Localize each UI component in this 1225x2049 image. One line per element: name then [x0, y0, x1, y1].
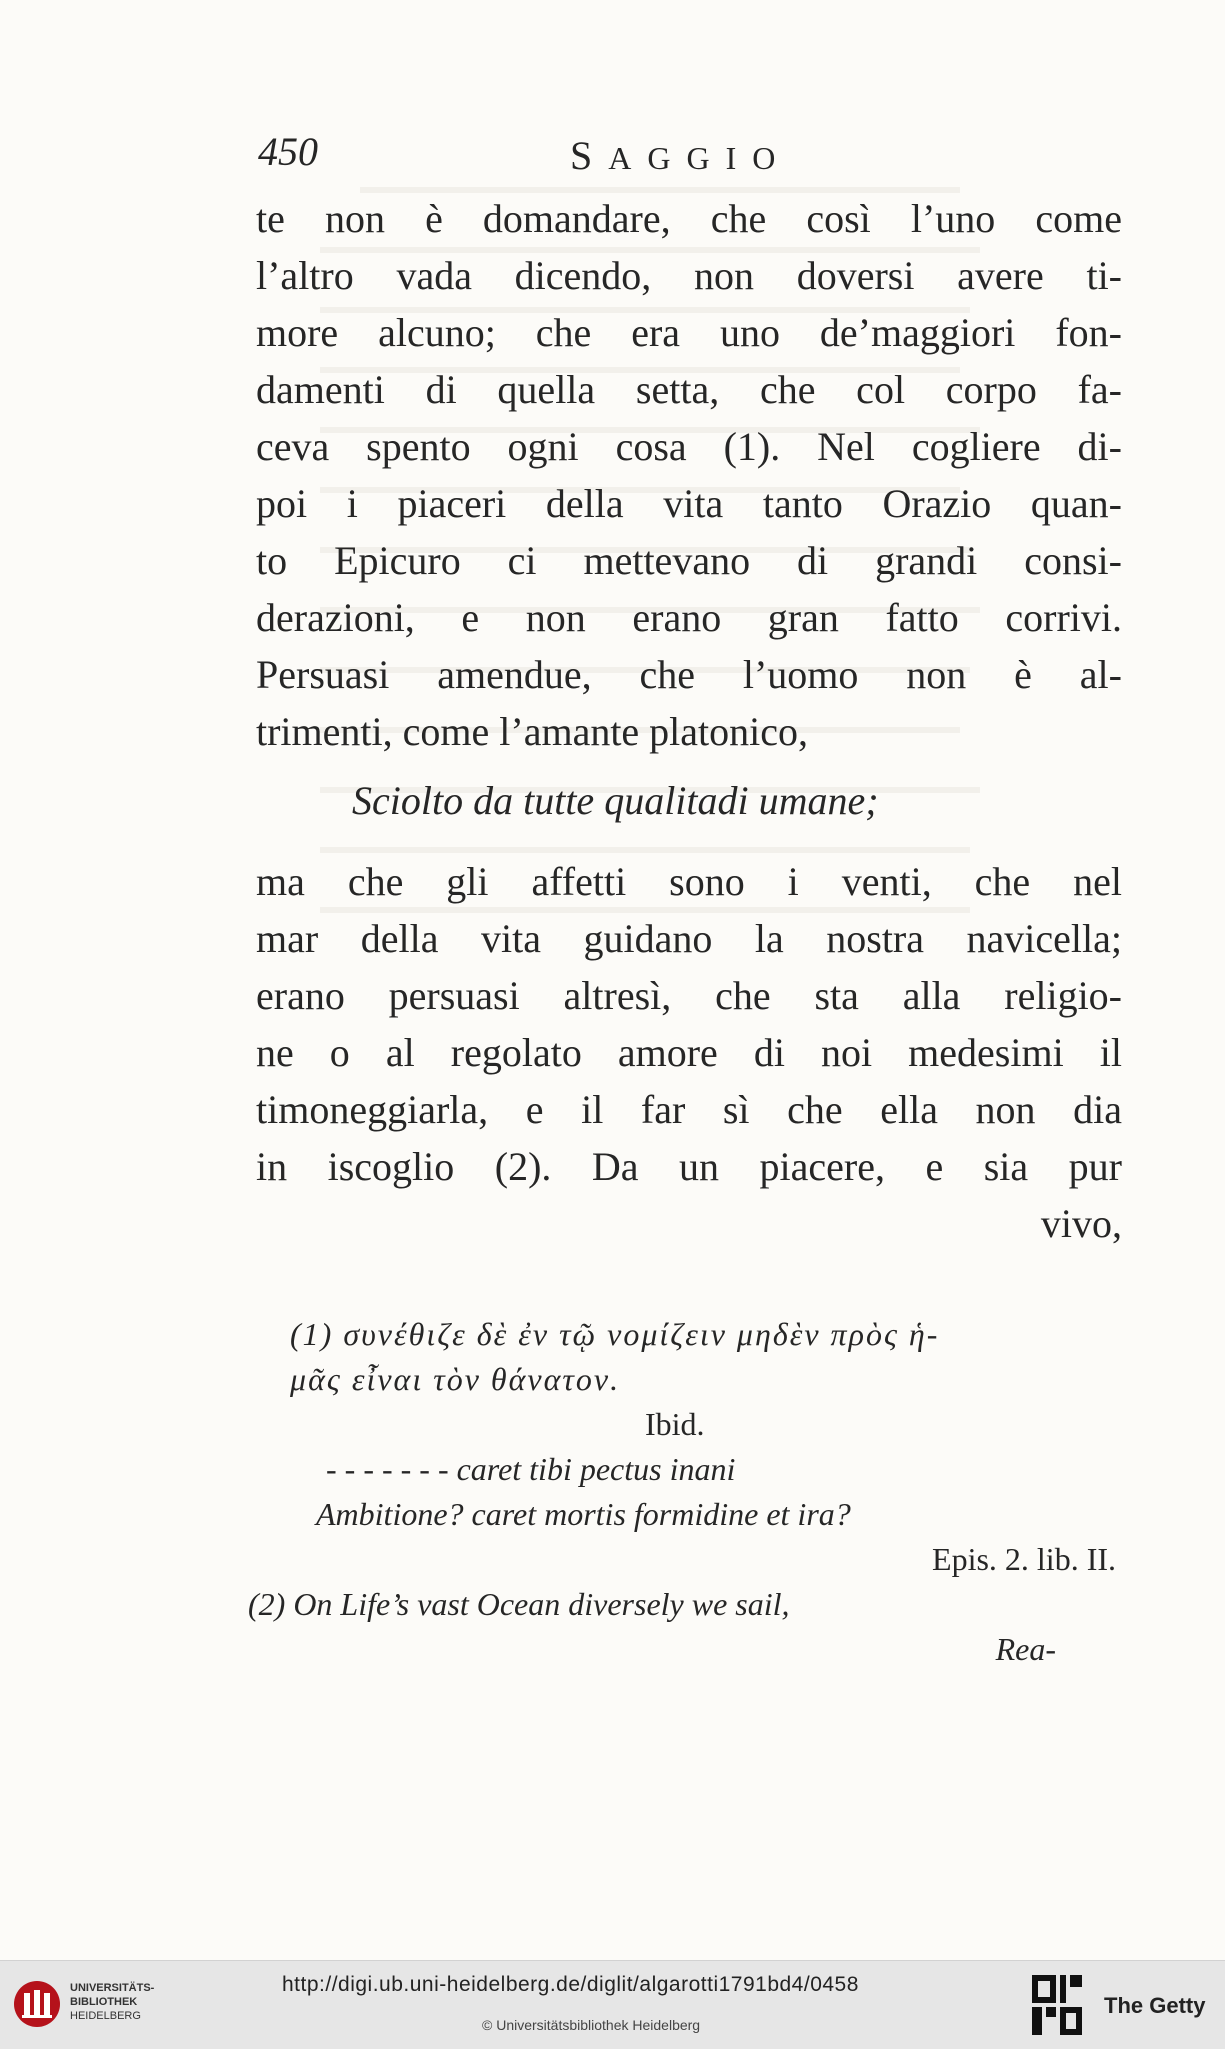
footnote-1-source: Ibid. [645, 1406, 705, 1442]
permalink-url[interactable]: http://digi.ub.uni-heidelberg.de/diglit/algarotti1791bd4/0458 [282, 1973, 859, 1996]
text-line: ceva spento ogni cosa (1). Nel cogliere di- [256, 424, 1122, 469]
text-line: poi i piaceri della vita tanto Orazio quan- [256, 481, 1122, 526]
text-line: Persuasi amendue, che l’uomo non è al- [256, 652, 1122, 697]
text-line: trimenti, come l’amante platonico, [256, 709, 809, 754]
footnote-quote-source: Epis. 2. lib. II. [932, 1541, 1116, 1577]
text-line: te non è domandare, che così l’uno come [256, 196, 1122, 241]
main-text [256, 190, 1122, 1252]
getty-logo-icon [1030, 1973, 1084, 2037]
text-line: more alcuno; che era uno de’maggiori fon- [256, 310, 1122, 355]
running-title-initial: S [570, 133, 609, 178]
library-name-line: HEIDELBERG [70, 2010, 141, 2022]
footnotes [248, 1312, 1116, 1672]
university-library-logo-icon [12, 1979, 62, 2029]
text-line: l’altro vada dicendo, non doversi avere ti- [256, 253, 1122, 298]
footnote-catchword: Rea- [995, 1631, 1056, 1667]
text-line: ma che gli affetti sono i venti, che nel [256, 859, 1122, 904]
footnote-1-greek-cont: μᾶς εἶναι τὸν θάνατον. [290, 1361, 621, 1397]
copyright-notice: © Universitätsbibliothek Heidelberg [482, 2017, 701, 2033]
text-line: to Epicuro ci mettevano di grandi consi- [256, 538, 1122, 583]
page-header [258, 128, 1110, 188]
sponsor-name: The Getty [1104, 1993, 1206, 2018]
footnote-1-greek: (1) συνέθιζε δὲ ἐν τῷ νομίζειν μηδὲν πρὸς ἡ- [290, 1316, 940, 1352]
viewer-footer [0, 1960, 1225, 2049]
text-line: in iscoglio (2). Da un piacere, e sia pur [256, 1144, 1122, 1189]
text-line: erano persuasi altresì, che sta alla religio- [256, 973, 1122, 1018]
text-line: ne o al regolato amore di noi medesimi il [256, 1030, 1122, 1075]
footnote-quote-line: - - - - - - - caret tibi pectus inani [326, 1451, 736, 1487]
running-title [570, 132, 791, 179]
text-line: damenti di quella setta, che col corpo fa- [256, 367, 1122, 412]
text-line: derazioni, e non erano gran fatto corrivi. [256, 595, 1122, 640]
library-name-line: BIBLIOTHEK [70, 1996, 138, 2008]
library-name-line: UNIVERSITÄTS- [70, 1982, 155, 1994]
running-title-rest: AGGIO [608, 140, 792, 176]
footnote-quote-line: Ambitione? caret mortis formidine et ira? [316, 1496, 851, 1532]
text-line: timoneggiarla, e il far sì che ella non dia [256, 1087, 1122, 1132]
verse-quotation: Sciolto da tutte qualitadi umane; [352, 778, 879, 823]
text-line: mar della vita guidano la nostra navicella; [256, 916, 1122, 961]
catchword: vivo, [1040, 1201, 1122, 1246]
footnote-2: (2) On Life’s vast Ocean diversely we sail, [248, 1586, 790, 1622]
library-name [70, 1981, 154, 2023]
page-number: 450 [258, 129, 318, 174]
